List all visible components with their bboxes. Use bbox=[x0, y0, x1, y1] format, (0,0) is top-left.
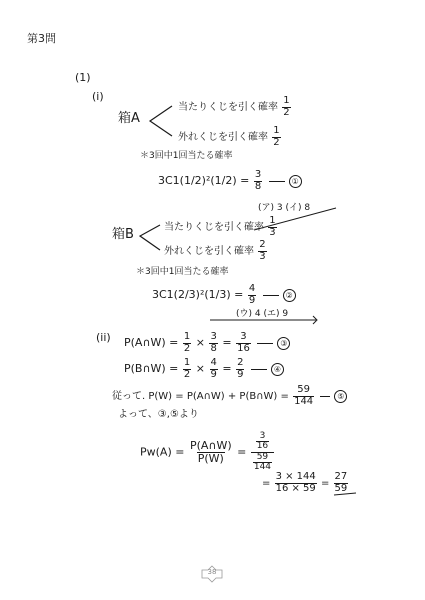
equation-2 bbox=[152, 284, 296, 306]
equation-5 bbox=[112, 385, 347, 407]
note-b: ＊3回中1回当たる確率 bbox=[136, 267, 229, 277]
box-b-label: 箱B bbox=[112, 227, 134, 242]
problem-title: 第3問 bbox=[27, 32, 56, 45]
box-b-lose-prob: $\frac{2}{3}$ bbox=[259, 239, 266, 262]
marker-3: ③ bbox=[277, 337, 290, 350]
note-a: ＊3回中1回当たる確率 bbox=[140, 151, 233, 161]
final-step-fraction: $\frac{3 \times 144}{16 \times 59}$ bbox=[275, 471, 316, 494]
box-b-win-text: 当たりくじを引く確率 bbox=[164, 222, 264, 233]
eq5-result: $\frac{59}{144}$ bbox=[294, 384, 314, 407]
eq5-prefix: 従って. P(W) = P(A∩W) + P(B∩W) = bbox=[112, 391, 289, 402]
equation-4: P(B∩W) = $\frac{1}{2}$ × $\frac{4}{9}$ = $\frac{2}{9}$ ④ bbox=[124, 358, 284, 380]
box-a-lose bbox=[178, 126, 282, 148]
box-b-lose bbox=[164, 240, 268, 262]
answer-ai: (ア) 3 (イ) 8 bbox=[258, 203, 311, 213]
page-number: 38 bbox=[207, 568, 217, 576]
eq4-lhs: P(B∩W) = bbox=[124, 362, 179, 375]
eq1-result: $\frac{3}{8}$ bbox=[254, 169, 262, 192]
marker-2: ② bbox=[283, 289, 296, 302]
equation-1 bbox=[158, 170, 302, 192]
box-a-lose-prob: $\frac{1}{2}$ bbox=[273, 125, 280, 148]
eq2-equals: = bbox=[234, 288, 244, 301]
final-result: $\frac{27}{59}$ bbox=[334, 471, 348, 494]
page-number-badge bbox=[201, 565, 223, 583]
marker-5: ⑤ bbox=[334, 390, 347, 403]
final-complex-fraction: $\frac{\frac{3}{16}}{\frac{59}{144}}$ bbox=[251, 432, 274, 473]
box-b-win bbox=[164, 216, 278, 238]
final-equation: Pw(A) = $\frac{P(A\cap W)}{P(W)}$ = $\frac{\frac{3}{16}}{\frac{59}{144}}$ bbox=[140, 432, 275, 473]
box-a-label: 箱A bbox=[118, 111, 140, 126]
answer-ue: (ウ) 4 (エ) 9 bbox=[236, 309, 289, 319]
therefore-line: よって、③,⑤より bbox=[118, 409, 199, 420]
eq4-result: $\frac{2}{9}$ bbox=[237, 357, 244, 380]
final-definition: $\frac{P(A\cap W)}{P(W)}$ bbox=[189, 439, 232, 465]
box-a-win-text: 当たりくじを引く確率 bbox=[178, 102, 278, 113]
eq2-lhs: 3C1(2/3)²(1/3) bbox=[152, 288, 231, 301]
equation-3: P(A∩W) = $\frac{1}{2}$ × $\frac{3}{8}$ = $\frac{3}{16}$ ③ bbox=[124, 332, 290, 354]
eq1-lhs: 3C1(1/2)²(1/2) bbox=[158, 174, 237, 187]
box-a-win bbox=[178, 96, 292, 118]
final-step: = $\frac{3 \times 144}{16 \times 59}$ = $\frac{27}{59}$ bbox=[262, 471, 348, 494]
marker-1: ① bbox=[289, 175, 302, 188]
sub-ii-label: (ii) bbox=[96, 331, 111, 344]
box-b-win-prob: $\frac{1}{3}$ bbox=[269, 215, 276, 238]
box-b-lose-text: 外れくじを引く確率 bbox=[164, 246, 254, 257]
box-a-lose-text: 外れくじを引く確率 bbox=[178, 132, 268, 143]
sub-i-label: (i) bbox=[92, 90, 104, 103]
eq3-lhs: P(A∩W) = bbox=[124, 336, 179, 349]
marker-4: ④ bbox=[271, 363, 284, 376]
box-a-win-prob: $\frac{1}{2}$ bbox=[283, 95, 290, 118]
part-1-label: (1) bbox=[75, 71, 91, 84]
eq3-result: $\frac{3}{16}$ bbox=[237, 331, 250, 354]
branch-brace-a bbox=[150, 106, 172, 136]
eq2-result: $\frac{4}{9}$ bbox=[248, 283, 256, 306]
final-lhs: Pw(A) = bbox=[140, 445, 185, 459]
eq1-equals: = bbox=[240, 174, 250, 187]
branch-brace-b bbox=[140, 225, 160, 250]
